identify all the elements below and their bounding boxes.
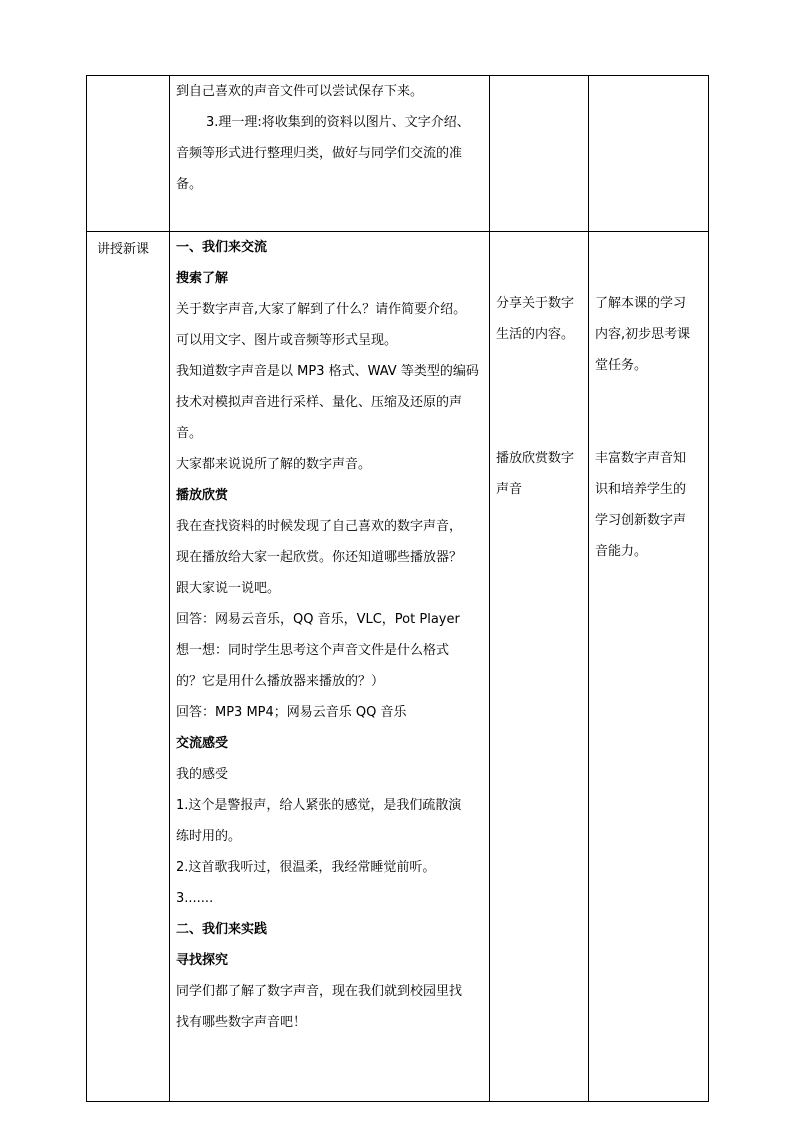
content-line: 同学们都了解了数字声音，现在我们就到校园里找 xyxy=(176,984,463,999)
design-intent-cell xyxy=(589,76,709,232)
section-heading: 一、我们来交流 xyxy=(176,240,268,255)
intent-line: 了解本课的学习 xyxy=(595,296,687,311)
intent-line: 丰富数字声音知 xyxy=(595,451,687,466)
intent-line: 音能力。 xyxy=(595,544,648,559)
section-label-cell xyxy=(87,76,170,232)
sub-heading: 交流感受 xyxy=(176,736,229,751)
content-line: 3.理一理:将收集到的资料以图片、文字介绍、 xyxy=(206,115,470,130)
table-row xyxy=(87,76,709,232)
content-line: 练时用的。 xyxy=(176,829,242,844)
content-line: 2.这首歌我听过，很温柔，我经常睡觉前听。 xyxy=(176,860,436,875)
intent-line: 内容,初步思考课 xyxy=(595,327,691,342)
content-line: 音。 xyxy=(176,426,203,441)
content-line: 现在播放给大家一起欣赏。你还知道哪些播放器？ xyxy=(176,550,463,565)
teaching-content-cell xyxy=(170,76,490,232)
content-line: 技术对模拟声音进行采样、量化、压缩及还原的声 xyxy=(176,395,463,410)
section-heading: 二、我们来实践 xyxy=(176,922,268,937)
content-line: 可以用文字、图片或音频等形式呈现。 xyxy=(176,333,398,348)
content-line: 找有哪些数字声音吧！ xyxy=(176,1015,307,1030)
content-line: 回答：网易云音乐，QQ 音乐，VLC，Pot Player xyxy=(176,612,460,627)
intent-line: 识和培养学生的 xyxy=(595,482,687,497)
content-line: 跟大家说一说吧。 xyxy=(176,581,281,596)
sub-heading: 搜索了解 xyxy=(176,271,229,286)
content-line: 音频等形式进行整理归类，做好与同学们交流的准 xyxy=(176,146,463,161)
activity-line: 生活的内容。 xyxy=(496,327,575,342)
content-line: 想一想：同时学生思考这个声音文件是什么格式 xyxy=(176,643,450,658)
activity-line: 播放欣赏数字 xyxy=(496,451,575,466)
content-line: 我在查找资料的时候发现了自己喜欢的数字声音， xyxy=(176,519,463,534)
sub-heading: 播放欣赏 xyxy=(176,488,229,503)
table-row xyxy=(87,232,709,1102)
sub-heading: 寻找探究 xyxy=(176,953,229,968)
activity-line: 声音 xyxy=(496,482,523,497)
content-line: 1.这个是警报声，给人紧张的感觉，是我们疏散演 xyxy=(176,798,462,813)
lesson-plan-table xyxy=(86,75,709,1102)
content-line: 我知道数字声音是以 MP3 格式、WAV 等类型的编码 xyxy=(176,364,479,379)
content-line: 到自己喜欢的声音文件可以尝试保存下来。 xyxy=(176,84,424,99)
student-activity-cell xyxy=(490,76,589,232)
section-label-cell xyxy=(87,232,170,1102)
teaching-content-cell xyxy=(170,232,490,1102)
activity-line: 分享关于数字 xyxy=(496,296,575,311)
content-line: 3....... xyxy=(176,891,214,906)
content-line: 的？它是用什么播放器来播放的？） xyxy=(176,674,385,689)
content-line: 回答：MP3 MP4；网易云音乐 QQ 音乐 xyxy=(176,705,407,720)
design-intent-cell xyxy=(589,232,709,1102)
content-line: 我的感受 xyxy=(176,767,229,782)
section-label: 讲授新课 xyxy=(97,242,150,257)
intent-line: 学习创新数字声 xyxy=(595,513,687,528)
student-activity-cell xyxy=(490,232,589,1102)
content-line: 关于数字声音,大家了解到了什么？请作简要介绍。 xyxy=(176,302,467,317)
intent-line: 堂任务。 xyxy=(595,358,648,373)
content-line: 大家都来说说所了解的数字声音。 xyxy=(176,457,372,472)
content-line: 备。 xyxy=(176,177,203,192)
